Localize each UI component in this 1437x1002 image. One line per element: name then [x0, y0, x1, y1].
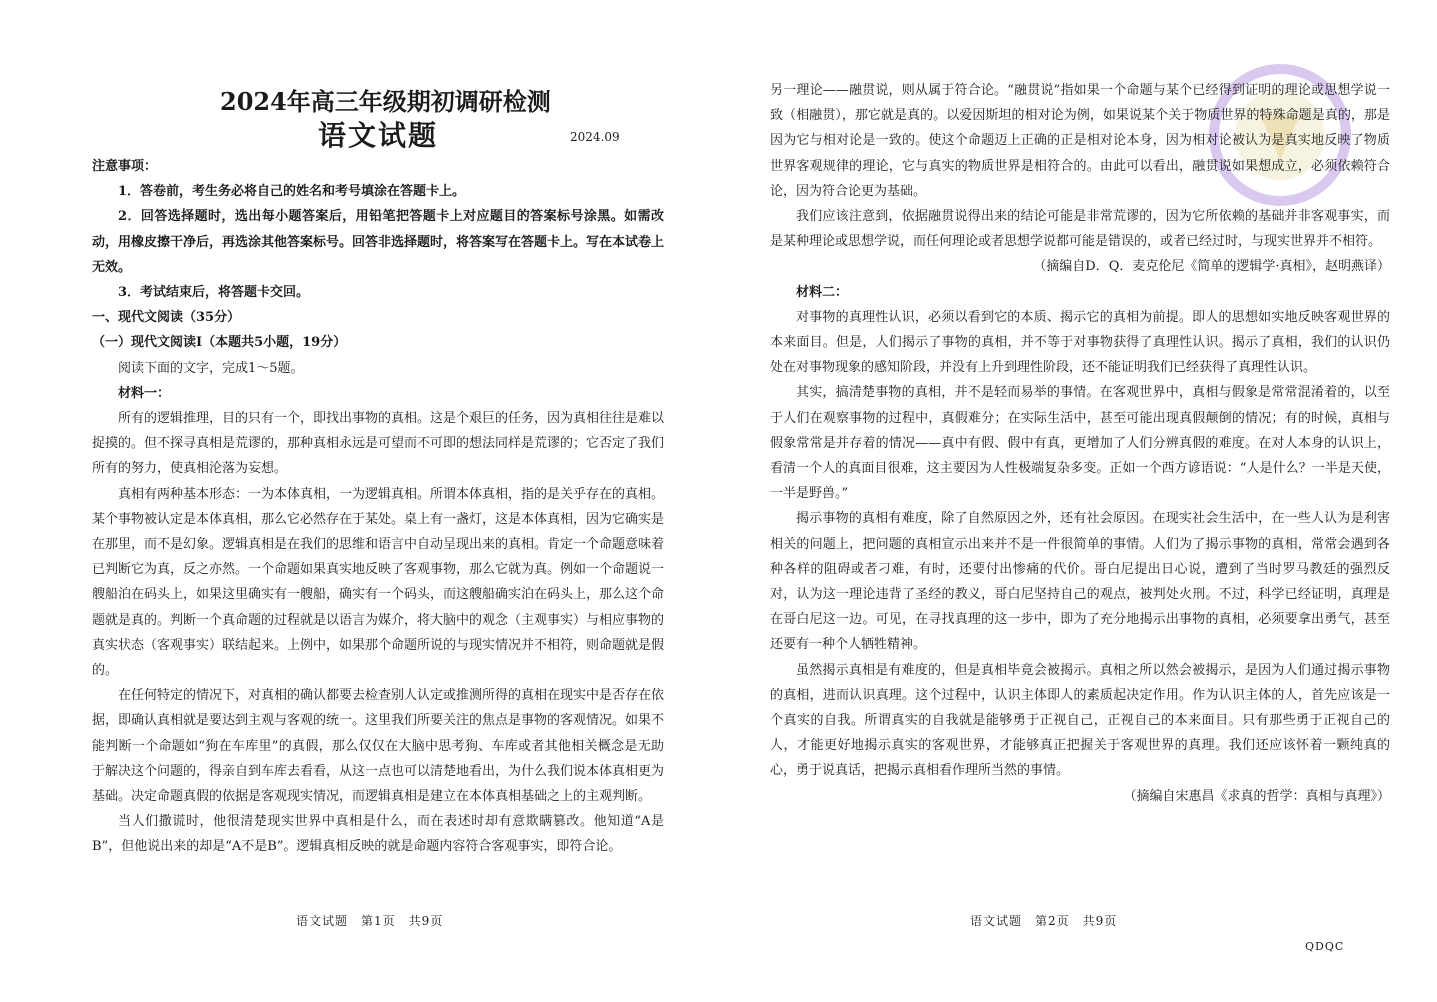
paragraph: 在任何特定的情况下，对真相的确认都要去检查别人认定或推测所得的真相在现实中是否存在依据，即确认真相就是要达到主观与客观的统一。这里我们所要关注的焦点是事物的客观情况。如果不能判断一个命题如“狗在车库里”的真假，那么仅仅在大脑中思考狗、车库或者其他相关概念是无助于解决这个问题的，得亲自到车库去看看，从这一点也可以清楚地看出，为什么我们说本体真相更为基础。决定命题真假的依据是客观现实情况，而逻辑真相是建立在本体真相基础之上的主观判断。 [92, 688, 665, 805]
paragraph: 当人们撒谎时，他很清楚现实世界中真相是什么，而在表述时却有意欺瞒篡改。他知道“A是B”，但他说出来的却是“A不是B”。逻辑真相反映的就是命题内容符合客观事实，即符合论。 [92, 814, 664, 855]
paragraph: 揭示事物的真相有难度，除了自然原因之外，还有社会原因。在现实社会生活中，在一些人认为是利害相关的问题上，把问题的真相宣示出来并不是一件很简单的事情。人们为了揭示事物的真相，常常会遇到各种各样的阻碍或者刁难，有时，还要付出惨痛的代价。哥白尼提出日心说，遭到了当时罗马教廷的强烈反对，认为这一理论违背了圣经的教义，哥白尼坚持自己的观点，被判处火刑。不过，科学已经证明，真理是在哥白尼这一边。可见，在寻找真理的这一步中，即为了充分地揭示出事物的真相，必须要拿出勇气，甚至还要有一种个人牺牲精神。 [770, 511, 1390, 653]
material-1-label: 材料一： [118, 385, 171, 401]
paragraph: 其实，搞清楚事物的真相，并不是轻而易举的事情。在客观世界中，真相与假象是常常混淆着的，以至于人们在观察事物的过程中，真假难分；在实际生活中，甚至可能出现真假颠倒的情况；有的时候，真相与假象常常是并存着的情况——真中有假、假中有真，更增加了人们分辨真假的难度。在对人本身的认识上，看清一个人的真面目很难，这主要因为人性极端复杂多变。正如一个西方谚语说：“人是什么？一半是天使，一半是野兽。” [770, 385, 1390, 502]
page-2-footer: 语文试题 第2页 共9页 [970, 914, 1118, 928]
exam-date: 2024.09 [570, 130, 620, 144]
note-item: 2．回答选择题时，选出每小题答案后，用铅笔把答题卡上对应题目的答案标号涂黑。如需改动，用橡皮擦干净后，再选涂其他答案标号。回答非选择题时，将答案写在答题卡上。写在本试卷上无效。 [92, 209, 665, 275]
document-code: QDQC [1305, 940, 1345, 953]
page-1-footer: 语文试题 第1页 共9页 [296, 914, 444, 928]
note-item: 1．答卷前，考生务必将自己的姓名和考号填涂在答题卡上。 [118, 184, 466, 200]
paragraph: 所有的逻辑推理，目的只有一个，即找出事物的真相。这是个艰巨的任务，因为真相往往是难以捉摸的。但不探寻真相是荒谬的，那种真相永远是可望而不可即的想法同样是荒谬的；它否定了我们所有的努力，使真相沦落为妄想。 [92, 411, 665, 477]
paragraph: 我们应该注意到，依据融贯说得出来的结论可能是非常荒谬的，因为它所依赖的基础并非客观事实，而是某种理论或思想学说，而任何理论或者思想学说都可能是错误的，或者已经过时，与现实世界并不相符。 [770, 209, 1390, 250]
subsection-heading: （一）现代文阅读Ⅰ（本题共5小题，19分） [92, 335, 347, 351]
source-citation-1: （摘编自D．Q．麦克伦尼《简单的逻辑学·真相》，赵明燕译） [1033, 259, 1390, 275]
paragraph: 虽然揭示真相是有难度的，但是真相毕竟会被揭示。真相之所以然会被揭示，是因为人们通过揭示事物的真相，进而认识真理。这个过程中，认识主体即人的素质起决定作用。作为认识主体的人，首先应该是一个真实的自我。所谓真实的自我就是能够勇于正视自己，正视自己的本来面目。只有那些勇于正视自己的人，才能更好地揭示真实的客观世界，才能够真正把握关于客观世界的真理。我们还应该怀着一颗纯真的心，勇于说真话，把揭示真相看作理所当然的事情。 [770, 662, 1390, 779]
notes-heading: 注意事项： [92, 159, 158, 174]
paragraph: 另一理论——融贯说，则从属于符合论。“融贯说”指如果一个命题与某个已经得到证明的理论或思想学说一致（相融贯），那它就是真的。以爱因斯坦的相对论为例，如果说某个关于物质世界的特殊命题是真的，那是因为它与相对论是一致的。使这个命题迈上正确的正是相对论本身，因为相对论被认为是真实地反映了物质世界客观规律的理论，它与真实的物质世界是相符合的。由此可以看出，融贯说如果想成立，必须依赖符合论，因为符合论更为基础。 [770, 83, 1390, 199]
section-heading: 一、现代文阅读（35分） [92, 310, 241, 326]
exam-page-2 [720, 0, 1437, 1002]
paragraph: 真相有两种基本形态：一为本体真相，一为逻辑真相。所谓本体真相，指的是关乎存在的真相。某个事物被认定是本体真相，那么它必然存在于某处。桌上有一盏灯，这是本体真相，因为它确实是在那里，而不是幻象。逻辑真相是在我们的思维和语言中自动呈现出来的真相。肯定一个命题意味着已判断它为真，反之亦然。一个命题如果真实地反映了客观事物，那么它就为真。例如一个命题说一艘船泊在码头上，如果这里确实有一艘船，确实有一个码头，而这艘船确实泊在码头上，那么这个命题就是真的。判断一个真命题的过程就是以语言为媒介，将大脑中的观念（主观事实）与相应事物的真实状态（客观事实）联结起来。上例中，如果那个命题所说的与现实情况并不相符，则命题就是假的。 [92, 486, 665, 679]
note-item: 3．考试结束后，将答题卡交回。 [118, 285, 310, 301]
material-2-label: 材料二： [796, 284, 849, 300]
page-1-body [92, 154, 664, 860]
paragraph: 对事物的真理性认识，必须以看到它的本质、揭示它的真相为前提。即人的思想如实地反映客观世界的本来面目。但是，人们揭示了事物的真相，并不等于对事物获得了真理性认识。揭示了真相，我们的认识仍处在对事物现象的感知阶段，并没有上升到理性阶段，还不能证明我们已经获得了真理性认识。 [770, 309, 1390, 376]
instruction-text: 阅读下面的文字，完成1～5题。 [118, 360, 304, 376]
page-2-body [770, 78, 1390, 809]
source-citation-2: （摘编自宋惠昌《求真的哲学：真相与真理》） [1123, 788, 1390, 804]
exam-title: 2024年高三年级期初调研检测 [220, 87, 551, 116]
subject-title: 语文试题 [318, 119, 439, 152]
